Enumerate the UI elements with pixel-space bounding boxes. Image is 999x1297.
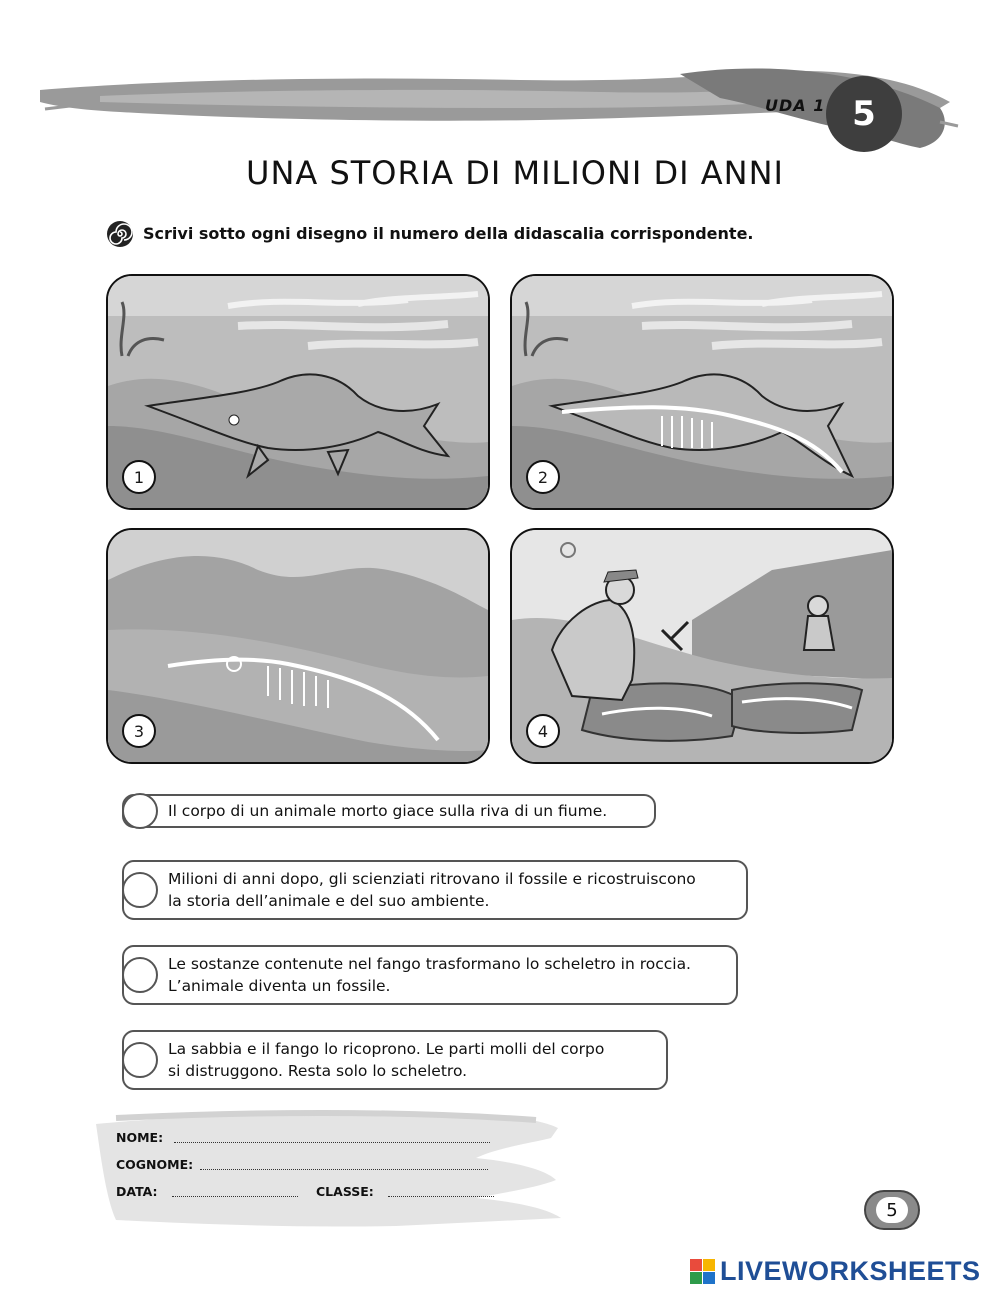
caption-text — [168, 1038, 604, 1082]
ichthyosaur-swimming-icon — [108, 276, 488, 508]
data-label: DATA: — [116, 1184, 158, 1199]
illustration-panel-4 — [510, 528, 894, 764]
uda-label: UDA 1 — [765, 96, 826, 115]
nome-input-line[interactable] — [174, 1142, 490, 1143]
caption-line: La sabbia e il fango lo ricoprono. Le parti molli del corpo — [168, 1040, 605, 1058]
caption-line: Il corpo di un animale morto giace sulla riva di un fiume. — [168, 802, 608, 820]
caption-2 — [122, 860, 748, 920]
skeleton-buried-in-rock-icon — [108, 530, 488, 762]
ichthyosaur-skeleton-in-sea-icon — [512, 276, 892, 508]
caption-line: Le sostanze contenute nel fango trasformano lo scheletro in roccia. — [168, 955, 691, 973]
page-number: 5 — [876, 1197, 908, 1223]
page-title: UNA STORIA DI MILIONI DI ANNI — [246, 154, 784, 192]
panel-number: 3 — [122, 714, 156, 748]
cognome-input-line[interactable] — [200, 1169, 488, 1170]
unit-number-badge: 5 — [826, 76, 902, 152]
liveworksheets-logo[interactable] — [690, 1256, 981, 1287]
cognome-label: COGNOME: — [116, 1157, 194, 1172]
spiral-icon — [106, 220, 134, 248]
panel-number: 4 — [526, 714, 560, 748]
page-number-badge — [864, 1190, 920, 1230]
answer-circle-input[interactable] — [122, 793, 158, 829]
data-input-line[interactable] — [172, 1196, 298, 1197]
caption-line: L’animale diventa un fossile. — [168, 977, 391, 995]
scientists-digging-fossil-icon — [512, 530, 892, 762]
logo-squares-icon — [690, 1259, 716, 1285]
classe-input-line[interactable] — [388, 1196, 494, 1197]
illustration-panel-2 — [510, 274, 894, 510]
caption-line: si distruggono. Resta solo lo scheletro. — [168, 1062, 468, 1080]
panel-number: 2 — [526, 460, 560, 494]
caption-1 — [122, 794, 656, 828]
illustration-panel-3 — [106, 528, 490, 764]
classe-label: CLASSE: — [316, 1184, 374, 1199]
answer-circle-input[interactable] — [122, 957, 158, 993]
answer-circle-input[interactable] — [122, 1042, 158, 1078]
illustration-panel-1 — [106, 274, 490, 510]
panel-number: 1 — [122, 460, 156, 494]
caption-line: la storia dell’animale e del suo ambiente. — [168, 892, 490, 910]
caption-3 — [122, 945, 738, 1005]
caption-4 — [122, 1030, 668, 1090]
nome-label: NOME: — [116, 1130, 164, 1145]
instruction-text: Scrivi sotto ogni disegno il numero della didascalia corrispondente. — [143, 224, 754, 243]
caption-text — [168, 953, 691, 997]
caption-line: Milioni di anni dopo, gli scienziati ritrovano il fossile e ricostruiscono — [168, 870, 696, 888]
answer-circle-input[interactable] — [122, 872, 158, 908]
caption-text — [168, 868, 696, 912]
caption-text — [168, 800, 607, 822]
logo-text: LIVEWORKSHEETS — [720, 1256, 981, 1286]
